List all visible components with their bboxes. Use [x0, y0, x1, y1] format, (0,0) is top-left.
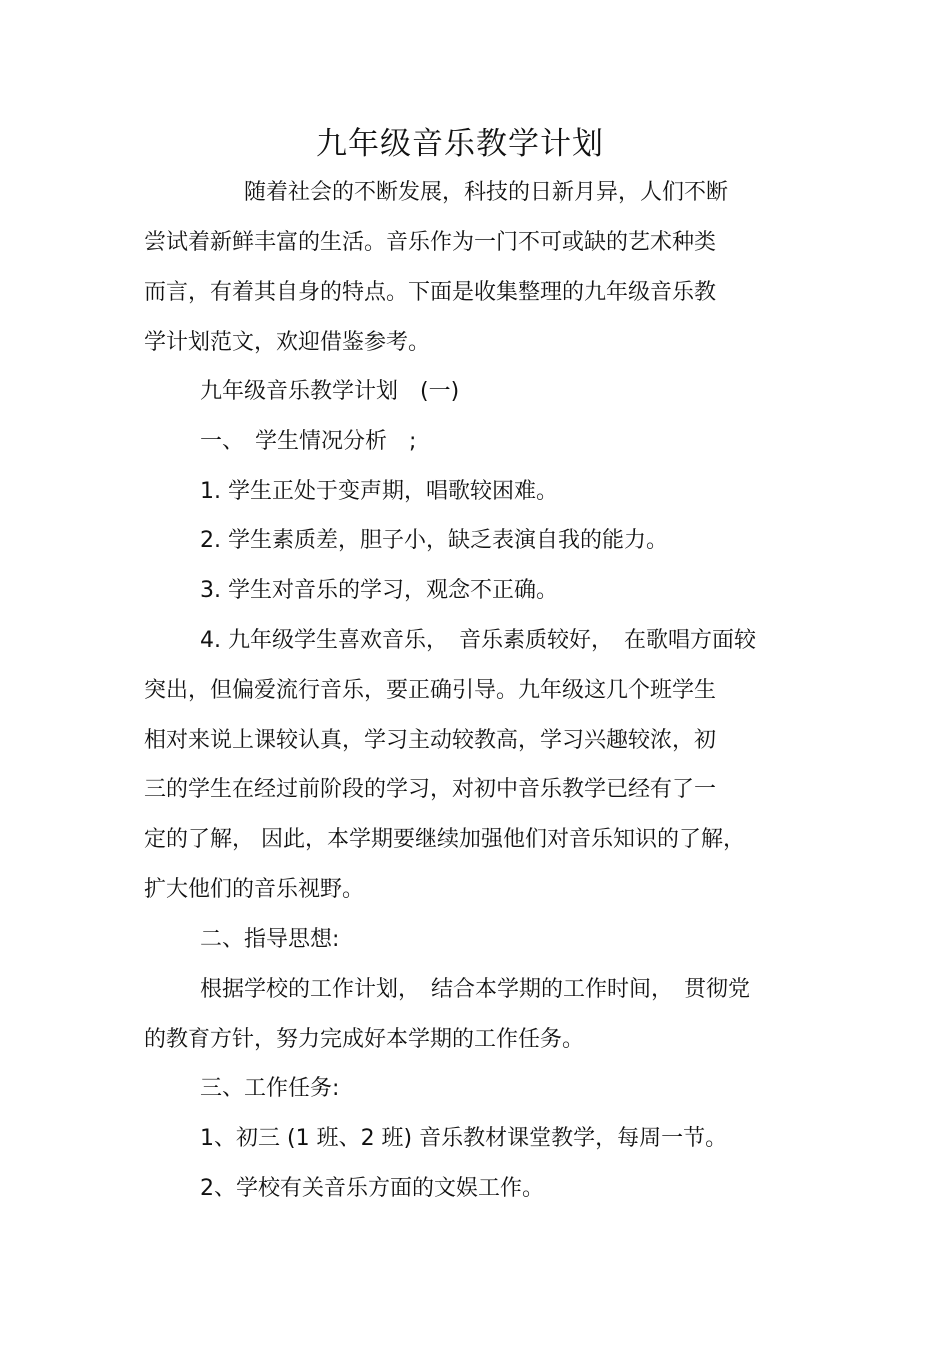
list-item-3: 3. 学生对音乐的学习，观念不正确。	[200, 578, 558, 603]
subtitle-plan-one: 九年级音乐教学计划 (一)	[200, 379, 460, 404]
work-task-2: 2、学校有关音乐方面的文娱工作。	[200, 1176, 544, 1201]
list-item-2: 2. 学生素质差，胆子小，缺乏表演自我的能力。	[200, 528, 668, 553]
list-item-4-line-2: 突出，但偏爱流行音乐，要正确引导。九年级这几个班学生	[144, 678, 717, 703]
section-heading-guiding-thought: 二、指导思想:	[200, 927, 340, 952]
document-title: 九年级音乐教学计划	[316, 126, 604, 162]
guiding-thought-line-2: 的教育方针，努力完成好本学期的工作任务。	[144, 1027, 585, 1052]
guiding-thought-line-1: 根据学校的工作计划， 结合本学期的工作时间， 贯彻党	[200, 977, 751, 1002]
list-item-1: 1. 学生正处于变声期，唱歌较困难。	[200, 479, 558, 504]
work-task-1: 1、初三 (1 班、2 班) 音乐教材课堂教学，每周一节。	[200, 1126, 728, 1151]
section-heading-work-tasks: 三、工作任务:	[200, 1076, 340, 1101]
section-heading-student-analysis: 一、 学生情况分析 ;	[200, 429, 417, 454]
list-item-4-line-3: 相对来说上课较认真，学习主动较教高，学习兴趣较浓，初	[144, 728, 717, 753]
list-item-4-line-6: 扩大他们的音乐视野。	[144, 877, 365, 902]
intro-line-3: 而言，有着其自身的特点。下面是收集整理的九年级音乐教	[144, 280, 717, 305]
intro-line-4: 学计划范文，欢迎借鉴参考。	[144, 330, 431, 355]
list-item-4-line-5: 定的了解， 因此，本学期要继续加强他们对音乐知识的了解，	[144, 827, 745, 852]
list-item-4-line-1: 4. 九年级学生喜欢音乐， 音乐素质较好， 在歌唱方面较	[200, 628, 756, 653]
list-item-4-line-4: 三的学生在经过前阶段的学习，对初中音乐教学已经有了一	[144, 777, 717, 802]
intro-line-2: 尝试着新鲜丰富的生活。音乐作为一门不可或缺的艺术种类	[144, 230, 717, 255]
intro-line-1: 随着社会的不断发展，科技的日新月异，人们不断	[244, 180, 729, 205]
